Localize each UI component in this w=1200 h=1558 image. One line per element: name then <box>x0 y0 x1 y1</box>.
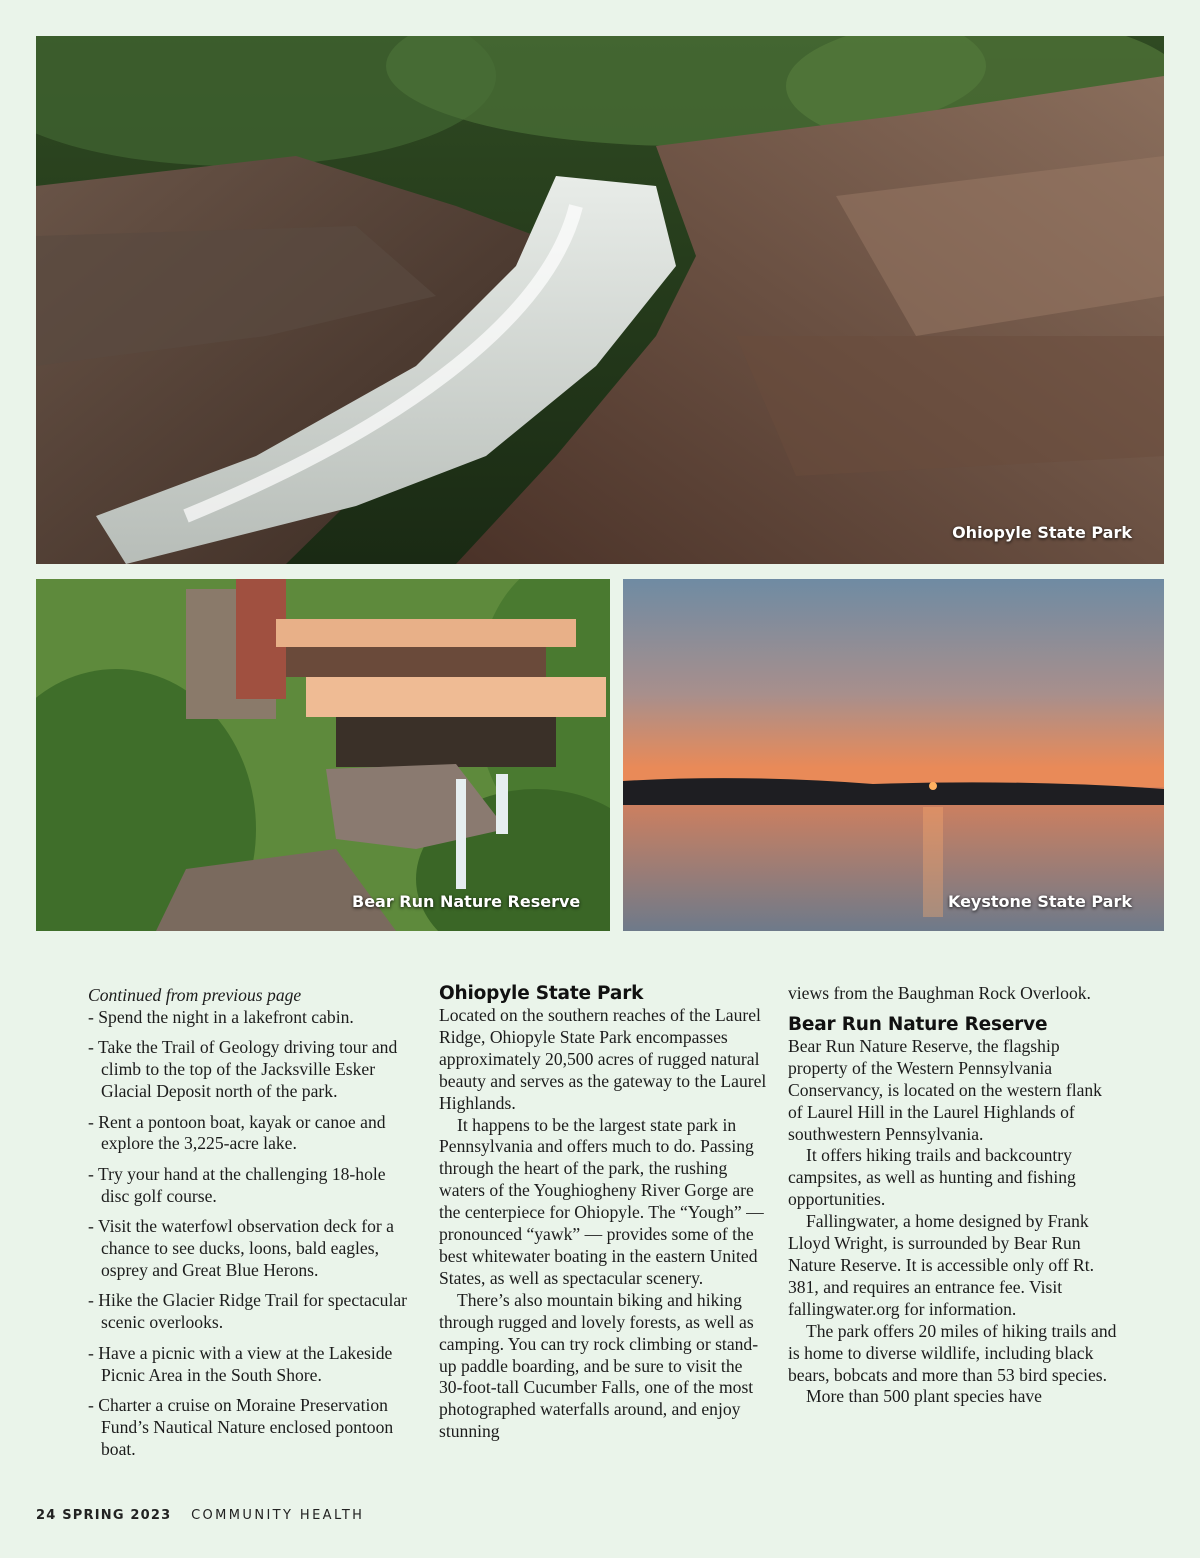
continued-note: Continued from previous page <box>88 985 302 1005</box>
paragraph: There’s also mountain biking and hiking through rugged and lovely forests, as well as camping. You can try rock climbing or stand-up paddle boarding, and be sure to visit the 30-foot-tall Cucumber Falls, one of the most photographed waterfalls around, and enjoy stunning <box>439 1289 759 1442</box>
paragraph: views from the Baughman Rock Overlook. <box>788 983 1091 1003</box>
list-item: - Rent a pontoon boat, kayak or canoe and explore the 3,225-acre lake. <box>88 1112 418 1156</box>
publication-name: COMMUNITY HEALTH <box>191 1508 365 1523</box>
paragraph: It happens to be the largest state park in Pennsylvania and offers much to do. Passing through the heart of the park, the rushing waters of the Youghiogheny River Gorge are the centerpiece for Ohiopyle. The “Yough” — pronounced “yawk” — provides some of the best whitewater boating in the eastern United States, as well as spectacular scenery. <box>439 1114 764 1288</box>
paragraph: Bear Run Nature Reserve, the flagship property of the Western Pennsylvania Conservancy, is located on the western flank of Laurel Hill in the Laurel Highlands of southwestern Pennsylvania. <box>788 1035 1102 1144</box>
paragraph: It offers hiking trails and backcountry campsites, as well as hunting and fishing opportunities. <box>788 1145 1076 1210</box>
activity-list <box>88 1007 418 1461</box>
bear-run-heading: Bear Run Nature Reserve <box>788 1013 1048 1035</box>
page-number: 24 SPRING 2023 <box>36 1508 172 1523</box>
column-3 <box>788 983 1118 1408</box>
list-item: - Have a picnic with a view at the Lakeside Picnic Area in the South Shore. <box>88 1343 418 1387</box>
bear-run-photo <box>36 579 610 931</box>
column-1 <box>88 983 418 1469</box>
list-item: - Spend the night in a lakefront cabin. <box>88 1007 418 1029</box>
paragraph: Located on the southern reaches of the Laurel Ridge, Ohiopyle State Park encompasses approximately 20,500 acres of rugged natural beauty and serves as the gateway to the Laurel Highlands. <box>439 1005 767 1113</box>
list-item: - Try your hand at the challenging 18-hole disc golf course. <box>88 1164 418 1208</box>
list-item: - Charter a cruise on Moraine Preservation Fund’s Nautical Nature enclosed pontoon boat. <box>88 1395 418 1461</box>
bear-run-caption: Bear Run Nature Reserve <box>352 892 581 911</box>
ohiopyle-photo <box>36 36 1164 564</box>
ohiopyle-heading: Ohiopyle State Park <box>439 983 644 1004</box>
page-footer <box>36 1508 364 1523</box>
paragraph: The park offers 20 miles of hiking trails and is home to diverse wildlife, including black bears, bobcats and more than 53 bird species. <box>788 1320 1117 1385</box>
paragraph: Fallingwater, a home designed by Frank Lloyd Wright, is surrounded by Bear Run Nature Reserve. It is accessible only off Rt. 381, and requires an entrance fee. Visit fallingwater.org for information. <box>788 1211 1095 1319</box>
list-item: - Visit the waterfowl observation deck for a chance to see ducks, loons, bald eagles, osprey and Great Blue Herons. <box>88 1216 418 1282</box>
list-item: - Hike the Glacier Ridge Trail for spectacular scenic overlooks. <box>88 1290 418 1334</box>
column-2 <box>439 983 769 1443</box>
ohiopyle-caption: Ohiopyle State Park <box>952 523 1132 542</box>
paragraph: More than 500 plant species have <box>806 1386 1042 1407</box>
keystone-photo <box>623 579 1164 931</box>
keystone-caption: Keystone State Park <box>947 892 1132 911</box>
list-item: - Take the Trail of Geology driving tour and climb to the top of the Jacksville Esker Glacial Deposit north of the park. <box>88 1037 418 1103</box>
